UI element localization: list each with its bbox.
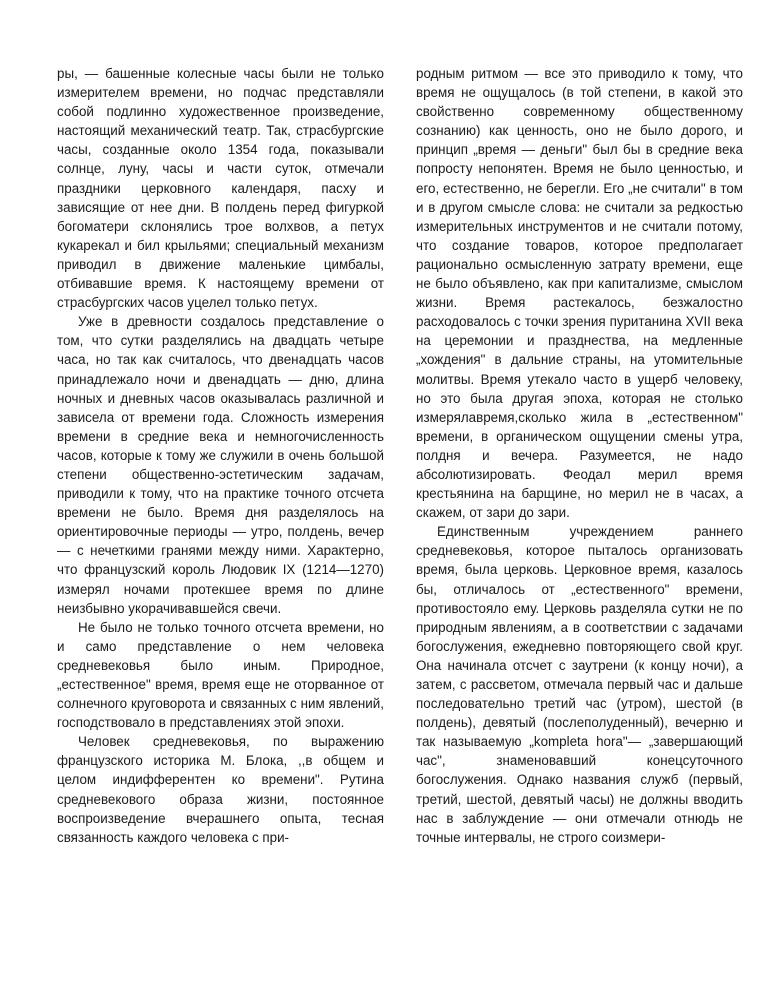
- left-text-column: [57, 64, 384, 847]
- paragraph-day-division: Уже в древности создалось представление о том, что сутки разделялись на двадцать четыре часа, но так как считалось, что двенадцать часов принадлежало ночи и двенадцать — дню, длина ночных и дневных часов оказывалась различной и зависела от времени года. Сложность измерения времени в средние века и немногочисленность часов, которые к тому же служили в очень большой степени общественно-эстетическим задачам, приводили к тому, что на практике точного отсчета времени не было. Время дня разделялось на ориентировочные периоды — утро, полдень, вечер — с нечеткими гранями между ними. Характерно, что французский король Людовик IX (1214—1270) измерял ночами протекшее время по длине неизбывно укорачивавшейся свечи.: [57, 314, 384, 616]
- paragraph-continued: ры, — башенные колесные часы были не только измерителем времени, но подчас представляли собой подлинно художественное произведение, настоящий механический театр. Так, страсбургские часы, созданные около 1354 года, показывали солнце, луну, часы и части суток, отмечали праздники церковного календаря, пасху и зависящие от нее дни. В полдень перед фигуркой богоматери склонялись трое волхвов, а петух кукарекал и бил крыльями; специальный механизм приводил в движение маленькие цимбалы, отбивавшие время. К настоящему времени от страсбургских часов уцелел только петух.: [57, 66, 384, 311]
- paragraph-bloch-quote: Человек средневековья, по выражению французского историка М. Блока, ,,в общем и целом индифферентен ко времени". Рутина средневекового образа жизни, постоянное воспроизведение вчерашнего опыта, тесная связанность каждого человека с при-: [57, 734, 384, 845]
- right-text-column: [416, 64, 743, 847]
- paragraph-time-value: родным ритмом — все это приводило к тому, что время не ощущалось (в той степени, в какой это свойственно современному общественному сознанию) как ценность, оно не было дорого, и принцип „время — деньги" был бы в средние века попросту непонятен. Время не было ценностью, и его, естественно, не берегли. Его „не считали" в том и в другом смысле слова: не считали за редкостью измерительных инструментов и не считали потому, что создание товаров, которое предполагает рационально осмысленную затрату времени, еще не было объявлено, как при капитализме, смыслом жизни. Время растекалось, безжалостно расходовалось с точки зрения пуританина XVII века на церемонии и празднества, на медленные „хождения" в дальние страны, на утомительные молитвы. Время утекало часто в ущерб человеку, но это была другая эпоха, которая не столько измерялавремя,сколько жила в „естественном" времени, в органическом ощущении смены утра, полдня и вечера. Разумеется, не надо абсолютизировать. Феодал мерил время крестьянина на барщине, но мерил не в часах, а скажем, от зари до зари.: [416, 66, 743, 521]
- paragraph-natural-time: Не было не только точного отсчета времени, но и само представление о нем человека средневековья было иным. Природное, „естественное" время, время еще не оторванное от солнечного круговорота и связанных с ним явлений, господствовало в представлениях этой эпохи.: [57, 619, 384, 731]
- paragraph-church-time: Единственным учреждением раннего средневековья, которое пыталось организовать время, была церковь. Церковное время, казалось бы, отличалось от „естественного" времени, противостояло ему. Церковь разделяла сутки не по природным явлениям, а в соответствии с задачами богослужения, ежедневно повторяющего свой круг. Она начинала отсчет с заутрени (к концу ночи), а затем, с рассветом, отмечала первый час и дальше последовательно третий час (утром), шестой (в полдень), девятый (послеполуденный), вечерню и так называемую „kompleta hora"— „завершающий час", знаменовавший конецсуточного богослужения. Однако названия служб (первый, третий, шестой, девятый часы) не должны вводить нас в заблуждение — они отмечали отнюдь не точные интервалы, не строго соизмери-: [416, 524, 743, 845]
